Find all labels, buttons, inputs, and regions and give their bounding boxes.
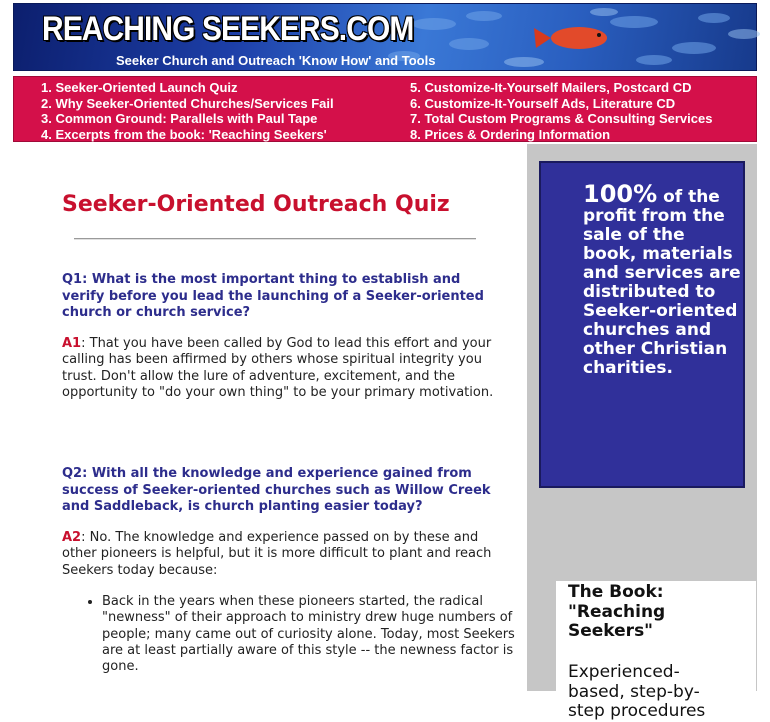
answer-1 [62,336,502,401]
promo-description: of the profit from the sale of the book, materials and services are distributed to Seeker-oriented churches and other Christian charities. [583,187,741,378]
answer-1-label: A1 [62,336,82,351]
answer-1-text: : That you have been called by God to lead this effort and your calling has been affirmed by others whose spiritual integrity you trust. Don't allow the lure of adventure, excitement, and the opportunity to "do your own thing" to be your primary motivation. [62,336,494,400]
question-1: Q1: What is the most important thing to establish and verify before you lead the launching of a Seeker-oriented church or church service? [62,272,484,320]
book-promo [556,581,756,721]
red-fish-icon [534,27,607,49]
nav-link-launch-quiz[interactable]: 1. Seeker-Oriented Launch Quiz [41,80,238,95]
nav-column-right [410,80,712,142]
nav-link-ads[interactable]: 6. Customize-It-Yourself Ads, Literature CD [410,95,676,111]
list-item: • Back in the years when these pioneers started, the radical "newness" of their approach to ministry drew huge numbers of people; many came out of curiosity alone. Today, most Seekers are at least partially aware of this style -- the newness factor is gone. [102,594,522,675]
book-description: Experienced-based, step-by-step procedures [568,662,706,721]
nav-link-custom-programs[interactable]: 7. Total Custom Programs & Consulting Services [410,111,713,126]
promo-text [583,180,743,378]
site-tagline: Seeker Church and Outreach 'Know How' and Tools [116,53,436,68]
answer-2-label: A2 [62,530,82,545]
answer-2-bullets [84,594,522,675]
header-banner [13,3,757,71]
nav-link-prices[interactable]: 8. Prices & Ordering Information [410,126,611,142]
promo-percent: 100% [583,180,658,208]
question-2: Q2: With all the knowledge and experience gained from success of Seeker-oriented churches such as Willow Creek and Saddleback, is church planting easier today? [62,466,491,514]
nav-link-why-fail[interactable]: 2. Why Seeker-Oriented Churches/Services Fail [41,95,334,111]
nav-link-common-ground[interactable]: 3. Common Ground: Parallels with Paul Tape [41,111,318,126]
main-nav [13,76,757,142]
nav-link-mailers[interactable]: 5. Customize-It-Yourself Mailers, Postcard CD [410,80,692,95]
nav-link-excerpts[interactable]: 4. Excerpts from the book: 'Reaching Seekers' [41,126,327,142]
profit-promo-box [539,161,745,488]
site-logo[interactable]: REACHING SEEKERS.COM [42,10,414,48]
nav-column-left [41,80,334,142]
page-title: Seeker-Oriented Outreach Quiz [62,192,450,217]
answer-2 [62,530,502,579]
book-title[interactable]: The Book: "Reaching Seekers" [568,582,666,641]
answer-2-text: : No. The knowledge and experience passed on by these and other pioneers is helpful, but it is more difficult to plant and reach Seekers today because: [62,530,492,578]
title-divider [74,238,476,240]
